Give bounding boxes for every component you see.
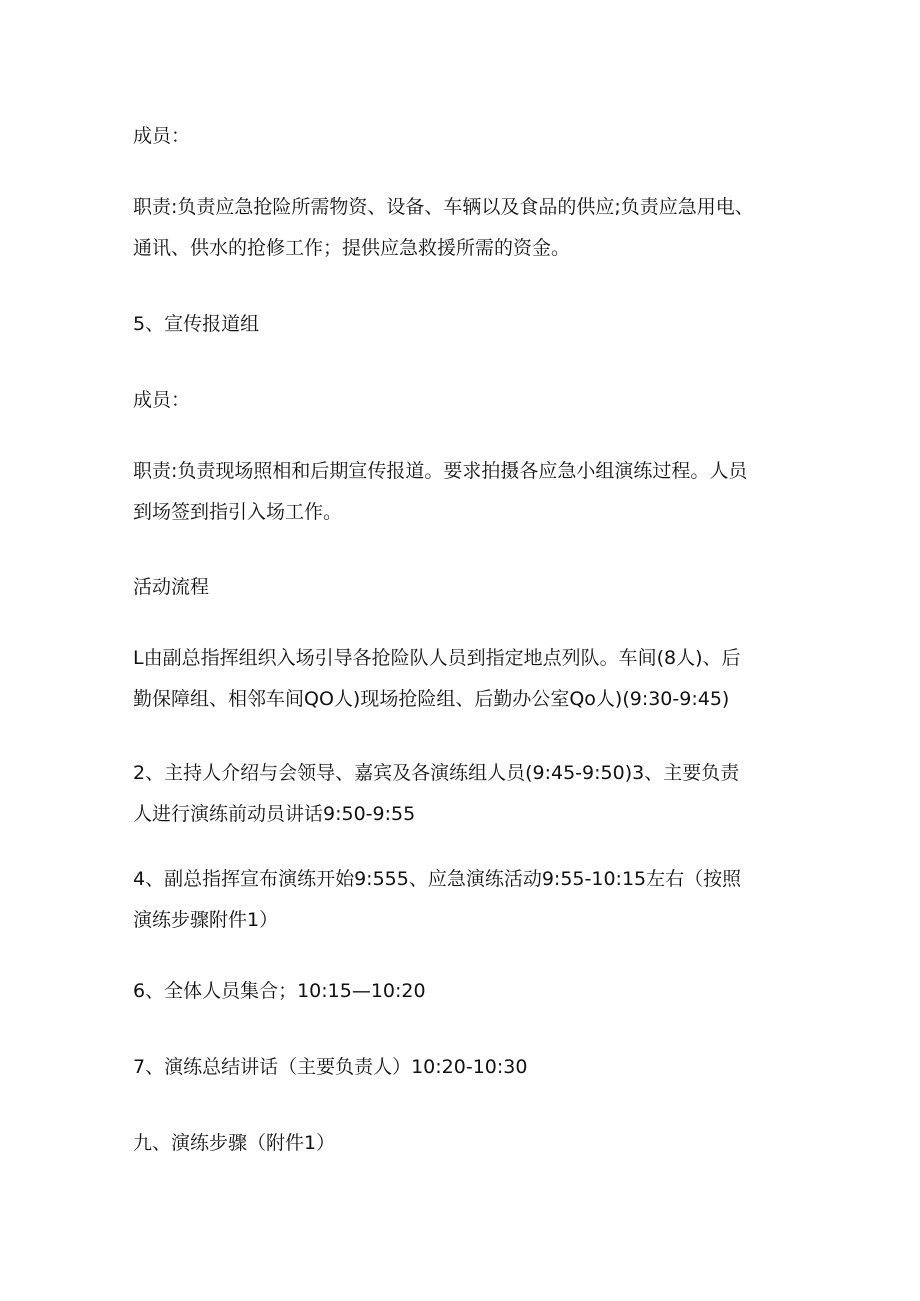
text-line: 到场签到指引入场工作。 (133, 501, 343, 523)
section-heading-drill-steps (133, 1123, 793, 1164)
paragraph-step-1 (133, 638, 793, 720)
paragraph-members-publicity (133, 380, 793, 421)
text-line: 4、副总指挥宣布演练开始9:555、应急演练活动9:55-10:15左右（按照 (133, 868, 742, 890)
text-line: L由副总指挥组织入场引导各抢险队人员到指定地点列队。车间(8人)、后 (133, 647, 741, 669)
section-heading-publicity (133, 304, 793, 345)
paragraph-step-2-3 (133, 753, 793, 835)
text-line: 职责:负责现场照相和后期宣传报道。要求拍摄各应急小组演练过程。人员 (133, 460, 748, 482)
text-line: 7、演练总结讲话（主要负责人）10:20-10:30 (133, 1056, 528, 1078)
text-line: 成员： (133, 125, 191, 147)
text-line: 2、主持人介绍与会领导、嘉宾及各演练组人员(9:45-9:50)3、主要负责 (133, 762, 740, 784)
text-line: 勤保障组、相邻车间QO人)现场抢险组、后勤办公室Qo人)(9:30-9:45) (133, 688, 730, 710)
text-line: 6、全体人员集合；10:15—10:20 (133, 980, 426, 1002)
text-line: 九、演练步骤（附件1） (133, 1132, 336, 1154)
paragraph-step-4-5 (133, 859, 793, 941)
paragraph-step-6 (133, 971, 793, 1012)
text-line: 5、宣传报道组 (133, 313, 260, 335)
text-line: 演练步骤附件1） (133, 909, 279, 931)
paragraph-members-logistics (133, 116, 793, 157)
text-line: 活动流程 (133, 576, 210, 598)
paragraph-duties-publicity (133, 451, 793, 533)
text-line: 通讯、供水的抢修工作；提供应急救援所需的资金。 (133, 237, 571, 259)
text-line: 成员： (133, 389, 191, 411)
text-line: 人进行演练前动员讲话9:50-9:55 (133, 803, 416, 825)
paragraph-step-7 (133, 1047, 793, 1088)
section-heading-activity-flow (133, 567, 793, 608)
paragraph-duties-logistics (133, 187, 793, 269)
text-line: 职责:负责应急抢险所需物资、设备、车辆以及食品的供应;负责应急用电、 (133, 196, 754, 218)
